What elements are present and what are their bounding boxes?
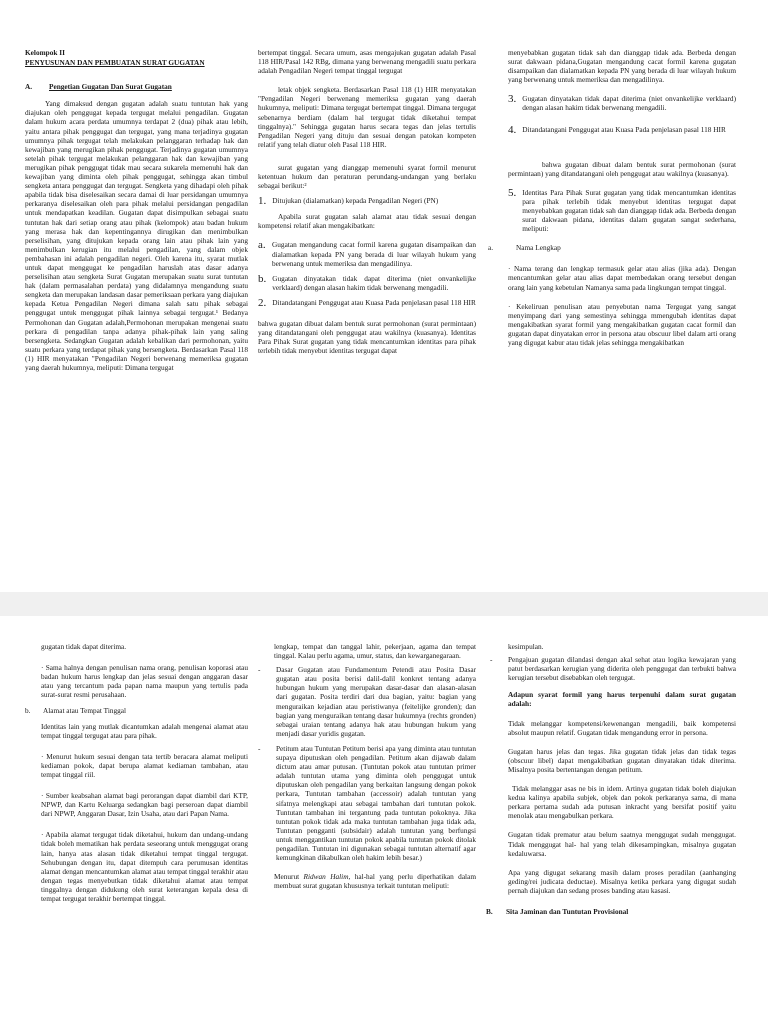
item-text: Nama Lengkap (516, 243, 561, 253)
item-text: Petitum atau Tuntutan Petitum berisi apa yang diminta atau tuntutan supaya diputuskan oleh pengadilan. Petitum akan dijawab dalam dictum atau amar putusan. (Tuntutan pokok atau tuntutan primer adalah tuntutan utama yang diminta oleh penggugat untuk diputuskan oleh pengadilan yang berkaitan langsung dengan pokok perkara, Tuntutan tambahan (accessoir) adalah tuntutan yang sifatnya melengkapi atau sebagai tambahan dari tuntutan pokok. Tuntutan tambahan ini tergantung pada tuntutan pokoknya. Jika tuntutan pokok tidak ada maka tuntutan tambahan juga tidak ada, Tuntutan pengganti (subsidair) adalah tuntutan yang berfungsi untuk menggantikan tuntutan pokok apabila tuntutan pokok ditolak pengadilan. Tuntutan ini digunakan sebagai tuntutan alternatif agar kemungkinan dikabulkan oleh hakim lebih besar.) (276, 743, 476, 863)
paragraph: kesimpulan. (508, 642, 544, 651)
paragraph-lead: Menurut (274, 872, 304, 882)
item-text: Ditandatangani Penggugat atau Kuasa Pada penjelasan pasal 118 HIR (522, 124, 726, 134)
paragraph: bahwa gugatan dibuat dalam bentuk surat permohonan (surat permintaan) yang ditandatangani oleh penggugat atau wakilnya (kuasanya). Identitas Para Pihak Surat gugatan yang tidak mencantumkan identitas para pihak terlebih tidak menyebut identitas tergugat dapat (258, 318, 476, 356)
section-title: Sita Jaminan dan Tuntutan Provisional (506, 906, 629, 916)
paragraph: · Menurut hukum sesuai dengan tata tertib beracara alamat meliputi kediaman pokok, dapat berupa alamat kediaman tambahan, atau tempat tinggal riil. (41, 751, 248, 779)
item-text: Identitas Para Pihak Surat gugatan yang tidak mencantumkan identitas para pihak terlebih tidak menyebut identitas tergugat dapat menyebabkan gugatan tidak sah dan dianggap tidak ada. Berbeda dengan surat dakwaan pidana, identitas dalam gugatan sangat sederhana, meliputi: (522, 187, 736, 234)
item-text: Ditujukan (dialamatkan) kepada Pengadilan Negeri (PN) (272, 196, 439, 206)
paragraph: Tidak melanggar asas ne bis in idem. Artinya gugatan tidak boleh diajukan kedua kalinya apabila subjek, objek dan pokok perkaranya sama, di mana perkara pertama sudah ada putusan inkracht yang bersifat positif yaitu menolak atau mengabulkan perkara. (508, 784, 736, 821)
author-name: Ridwan Halim, (303, 872, 351, 882)
dash-item (258, 665, 476, 738)
numbered-item (508, 188, 736, 233)
section-heading (25, 82, 248, 91)
numbered-item (258, 298, 476, 309)
section-marker: A. (25, 82, 33, 92)
item-dash: - (490, 655, 493, 665)
lettered-item (258, 274, 476, 292)
item-number: 5. (508, 186, 517, 199)
paragraph: Gugatan harus jelas dan tegas. Jika gugatan tidak jelas dan tidak tegas (obscuur libel) dapat mengakibatkan gugatan dinyatakan tidak diterima. Misalnya posita bertentangan dengan petitum. (508, 746, 736, 774)
item-number: 1. (258, 195, 267, 208)
item-letter: b. (258, 272, 267, 285)
item-number: 2. (258, 296, 267, 309)
paragraph: bahwa gugatan dibuat dalam bentuk surat permohonan (surat permintaan) yang ditandatangani oleh penggugat atau wakilnya (kuasanya). (508, 159, 736, 178)
paragraph: gugatan tidak dapat diterima. (41, 642, 127, 651)
dash-item (258, 744, 476, 862)
paragraph: · Sumber keabsahan alamat bagi perorangan dapat diambil dari KTP, NPWP, dan Kartu Keluarga sedangkan bagi perseroan dapat diambil dari NPWP, Anggaran Dasar, Izin Usaha, atau dari Papan Nama. (41, 791, 248, 819)
numbered-item (508, 125, 736, 136)
paragraph: Tidak melanggar kompetensi/kewenangan mengadili, baik kompetensi absolut maupun relatif. Gugatan tidak mengandung error in persona. (508, 718, 736, 737)
group-label: Kelompok II (25, 48, 65, 57)
item-letter: a. (258, 239, 266, 252)
page2-column-1 (25, 642, 248, 909)
paragraph: lengkap, tempat dan tanggal lahir, pekerjaan, agama dan tempat tinggal. Kalau perlu agama, umur, status, dan kewarganegaraan. (274, 642, 476, 661)
numbered-item (258, 196, 476, 207)
item-text: Ditandatangani Penggugat atau Kuasa Pada penjelasan pasal 118 HIR (272, 297, 476, 307)
page-separator (0, 592, 768, 616)
paragraph: Gugatan tidak prematur atau belum saatnya menggugat sudah menggugat. Tidak menggugat hal- hal yang telah dikesampingkan, misalnya gugatan kedaluwarsa. (508, 830, 736, 858)
item-text: Gugatan mengandung cacat formil karena gugatan disampaikan dan dialamatkan kepada PN yang berada di luar wilayah hukum yang berwenang untuk memeriksa dan mengadilinya. (272, 240, 476, 268)
paragraph: · Sama halnya dengan penulisan nama orang, penulisan koporasi atau badan hukum harus lengkap dan jelas sesuai dengan anggaran dasar atau yang tercantum pada papan nama maupun yang tertulis pada surat-surat resmi perusahaan. (41, 663, 248, 700)
section-heading (486, 907, 736, 916)
paragraph: letak objek sengketa. Berdasarkan Pasal 118 (1) HIR menyatakan "Pengadilan Negeri berwenang memeriksa gugatan yang daerah hukumnya, meliputi: Dimana tergugat bertempat tinggal. Dimana tergugat sebenarnya berdiam (dalam hal tergugat tidak diketahui tempat tinggalnya)." Sehingga gugatan harus secara tegas dan jelas tertulis Pengadilan Negeri yang dituju dan sesuai dengan patokan kompeten relatif yang telah diatur oleh Pasal 118 HIR. (258, 85, 476, 149)
item-number: 3. (508, 93, 517, 106)
subheading: Adapun syarat formil yang harus terpenuhi dalam surat gugatan adalah: (508, 690, 736, 709)
item-dash: - (258, 743, 261, 753)
page1-column-1 (25, 48, 248, 378)
item-text: Pengajuan gugatan dilandasi dengan akal sehat atau logika kewajaran yang patut berdasarkan kerugian yang diderita oleh penggugat dan terbukti bahwa kerugian tersebut disebabkan oleh tergugat. (508, 655, 736, 683)
page2-column-3 (486, 642, 736, 922)
item-text: Dasar Gugatan atau Fundamentum Petendi atau Posita Dasar gugatan atau posita berisi dalil-dalil konkret tentang adanya hubungan hukum yang merupakan dasar-dasar dan alasan-alasan dari gugatan. Posita terdiri dari dua bagian, yaitu: bagian yang menguraikan kejadian atau peristiwanya (feitelijke gronden); dan bagian yang menguraikan tentang dasar hukumnya (rechts gronden) sebagai uraian tentang adanya hak atau hubungan hukum yang menjadi dasar yuridis gugatan. (276, 665, 476, 738)
document-title: PENYUSUNAN DAN PEMBUATAN SURAT GUGATAN (25, 58, 205, 68)
page2-column-2 (258, 642, 476, 896)
item-dash: - (258, 665, 261, 675)
item-number: 4. (508, 123, 517, 136)
paragraph (258, 872, 476, 890)
paragraph: menyebabkan gugatan tidak sah dan dianggap tidak ada. Berbeda dengan surat dakwaan pidana,Gugatan mengandung cacat formil karena gugatan disampaikan dan dialamatkan kepada PN yang berada di luar wilayah hukum yang berwenang untuk memeriksa dan mengadilinya. (508, 48, 736, 85)
paragraph: · Kekeliruan penulisan atau penyebutan nama Tergugat yang sangat menyimpang dari yang semestinya sehingga mmengubah identitas dapat mengakibatkan syarat formil yang mengakibatkan gugatan cacat formil dan gugatan dapat dinyatakan error in persona atau obscuur libel dalam arti orang yang digugat kabur atau tidak jelas sehingga mengakibatkan (508, 301, 736, 347)
lettered-item (258, 240, 476, 267)
page1-column-2 (258, 48, 476, 361)
item-text: Alamat atau Tempat Tinggal (43, 706, 127, 716)
paragraph: surat gugatan yang dianggap memenuhi syarat formil menurut ketentuan hukum dan peraturan perundang-undangan yang berlaku sebagai berikut:² (258, 162, 476, 191)
lettered-item (25, 706, 248, 715)
lettered-item (488, 243, 736, 252)
item-letter: b. (25, 706, 31, 716)
paragraph: · Nama terang dan lengkap termasuk gelar atau alias (jika ada). Dengan mencantumkan gelar atau alias dapat membedakan orang tersebut dengan orang lain yang kebetulan Namanya sama pada lingkungan tempat tinggal. (508, 264, 736, 292)
document-page-2 (0, 616, 768, 1024)
section-marker: B. (486, 906, 493, 916)
paragraph: bertempat tinggal. Secara umum, asas mengajukan gugatan adalah Pasal 118 HIR/Pasal 142 RBg, dimana yang berwenang mengadili suatu perkara adalah Pengadilan Negeri tempat tinggal tergugat (258, 48, 476, 76)
page1-column-3 (488, 48, 736, 353)
paragraph: Apabila surat gugatan salah alamat atau tidak sesuai dengan kompetensi relatif akan mengakibatkan: (258, 212, 476, 231)
item-text: Gugatan dinyatakan tidak dapat diterima (niet onvankelijke verklaard) dengan alasan hakim tidak berwenang mengadili. (272, 273, 476, 292)
section-title: Pengetian Gugatan Dan Surat Gugatan (49, 82, 172, 92)
item-text: Gugatan dinyatakan tidak dapat diterima (niet onvankelijke verklaard) dengan alasan hakim tidak berwenang mengadili. (522, 94, 736, 113)
numbered-item (508, 94, 736, 112)
paragraph: Apa yang digugat sekarang masih dalam proses peradilan (aanhanging geding/rei judicata deductae). Misalnya ketika perkara yang digugat sudah pernah diajukan dan sedang proses banding atau kasasi. (508, 867, 736, 895)
paragraph-rest: hal-hal yang perlu diperhatikan dalam membuat surat gugatan khususnya terkait tuntutan meliputi: (274, 872, 476, 891)
item-letter: a. (488, 243, 494, 253)
paragraph: Yang dimaksud dengan gugatan adalah suatu tuntutan hak yang diajukan oleh penggugat kepada tergugat melalui pengadilan. Gugatan dalam hukum acara perdata umumnya terdapat 2 (dua) pihak atau lebih, yaitu antara pihak penggugat dan tergugat, yang mana terjadinya gugatan umumnya pihak tergugat telah melakukan pelanggaran terhadap hak dan kewajiban yang merugikan pihak penggugat. Terjadinya gugatan umumnya setelah pihak tergugat melakukan pelanggaran hak dan kewajiban yang merugikan pihak penggugat tidak mau secara sukarela memenuhi hak dan kewajiban yang diminta oleh pihak penggugat, sehingga akan timbul sengketa antara penggugat dan tergugat. Sengketa yang dihadapi oleh pihak apabila tidak bisa diselesaikan secara damai di luar persidangan umumnya perkaranya diselesaikan oleh para pihak melalui persidangan pengadilan untuk mendapatkan keadilan. Gugatan dapat disimpulkan sebagai suatu tuntutan hak dari setiap orang atau pihak (kelompok) atau badan hukum yang merasa hak dan kepentingannya dirugikan dan menimbulkan perselisihan, yang ditujukan kepada orang lain atau pihak lain yang menimbulkan kerugian itu melalui pengadilan, yang dalam objek pembahasan ini adalah pengadilan negeri. Oleh karena itu, syarat mutlak untuk dapat menggugat ke pengadilan haruslah atas dasar adanya perselisihan atau sengketa Surat Gugatan merupakan suatu surat tuntutan hak (dalam permasalahan perdata) yang didalamnya mengandung suatu sengketa dan merupakan landasan dasar pemeriksaan perkara yang diajukan kepada Ketua Pengadilan Negeri dimana salah satu pihak sebagai penggugat untuk menggugat pihak lainnya sebagai tergugat.¹ Bedanya Permohonan dan Gugatan adalah,Permohonan merupakan mengenai suatu perkara di pengadilan tanpa adanya pihak-pihak lain yang saling bersengketa. Sedangkan Gugatan adalah kebalikan dari permohonan, yaitu suatu perkara yang terdapat pihak yang bersengketa. Berdasarkan Pasal 118 (1) HIR menyatakan "Pengadilan Negeri berwenang memeriksa gugatan yang daerah hukumnya, meliputi: Dimana tergugat (25, 99, 248, 372)
paragraph: Identitas lain yang mutlak dicantumkan adalah mengenai alamat atau tempat tinggal tergugat atau para pihak. (41, 721, 248, 740)
paragraph: · Apabila alamat tergugat tidak diketahui, hukum dan undang-undang tidak boleh mematikan hak perdata seseorang untuk menggugat orang lain, hanya atas alasan tidak diketahui tempat tinggal tergugat. Sehubungan dengan itu, dapat ditempuh cara perumusan identitas alamat dengan mencantumkan alamat atau tempat tinggal terakhir atau dengan tegas menyebutkan tidak diketahui alamat atau tempat tinggalnya dengan didukung oleh surat keterangan kepala desa di tempat tergugat terakhir bertempat tinggal. (41, 830, 248, 903)
dash-item (490, 655, 736, 682)
